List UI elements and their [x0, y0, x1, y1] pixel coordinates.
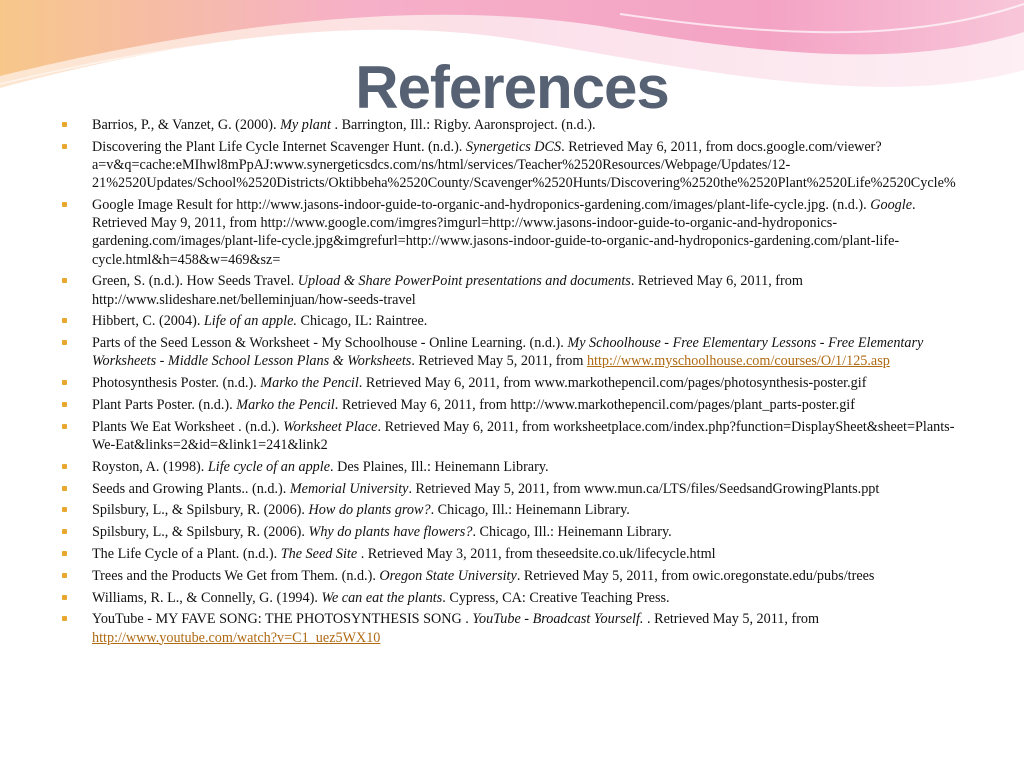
reference-item [62, 334, 962, 370]
reference-item [62, 480, 962, 498]
reference-source-title: How do plants grow? [308, 502, 431, 519]
reference-text: Plants We Eat Worksheet . (n.d.). [92, 418, 284, 435]
bullet-icon [62, 144, 67, 149]
reference-source-title: Google [870, 197, 913, 213]
reference-source-title: My Schoolhouse - Free Elementary Lessons - Free Elementary Worksheets - Middle School Lesson Plans & Worksheets [92, 335, 924, 370]
references-list [62, 116, 962, 650]
reference-text: Photosynthesis Poster. (n.d.). [92, 375, 261, 392]
reference-source-title: Life cycle of an apple [207, 458, 331, 475]
reference-details: . Barrington, Ill.: Rigby. Aaronsproject. (n.d.). [330, 117, 596, 133]
reference-item [62, 501, 962, 519]
bullet-icon [62, 402, 67, 407]
reference-text: Barrios, P., & Vanzet, G. (2000). [92, 117, 281, 133]
reference-text: Green, S. (n.d.). How Seeds Travel. [92, 273, 298, 290]
slide-title: References [355, 54, 669, 121]
reference-text: Parts of the Seed Lesson & Worksheet - My Schoolhouse - Online Learning. (n.d.). [92, 335, 568, 352]
bullet-icon [62, 380, 67, 385]
reference-item [62, 396, 962, 414]
reference-source-title: Oregon State University [379, 567, 517, 584]
bullet-icon [62, 464, 67, 469]
reference-link[interactable]: http://www.myschoolhouse.com/courses/O/1/125.asp [586, 353, 890, 370]
bullet-icon [62, 595, 67, 600]
reference-details: . Retrieved May 5, 2011, from owic.oregonstate.edu/pubs/trees [516, 567, 875, 584]
bullet-icon [62, 202, 67, 207]
reference-source-title: Life of an apple. [203, 313, 297, 330]
reference-details: . Retrieved May 5, 2011, from www.mun.ca/LTS/files/SeedsandGrowingPlants.ppt [408, 480, 880, 497]
reference-text: Spilsbury, L., & Spilsbury, R. (2006). [92, 502, 309, 519]
reference-item [62, 138, 962, 193]
reference-source-title: YouTube - Broadcast Yourself. [472, 611, 644, 628]
bullet-icon [62, 573, 67, 578]
reference-source-title: Memorial University [289, 480, 409, 497]
reference-item [62, 196, 962, 269]
reference-details: . Chicago, Ill.: Heinemann Library. [472, 524, 672, 541]
reference-details: . Retrieved May 3, 2011, from theseedsite.co.uk/lifecycle.html [357, 545, 716, 562]
reference-details: . Retrieved May 6, 2011, from http://www.markothepencil.com/pages/plant_parts-poster.gif [334, 397, 855, 413]
reference-details: Chicago, IL: Raintree. [296, 313, 428, 330]
reference-source-title: Marko the Pencil [236, 397, 335, 413]
reference-details: . Retrieved May 6, 2011, from docs.google.com/viewer?a=v&q=cache:eMIhwl8mPpAJ:www.synergeticsdcs.com/ns/html/services/Teacher%2520Resources/Webpage/Updates/12-21%2520Updates/School%2520Districts/Oktibbeha%2520County/Scavenger%2520Hunts/Discovering%2520the%2520Plant%2520Life%2520Cycle% [92, 138, 956, 192]
bullet-icon [62, 529, 67, 534]
reference-source-title: Synergetics DCS [465, 138, 562, 155]
reference-source-title: Worksheet Place [283, 418, 378, 435]
reference-item [62, 312, 962, 330]
bullet-icon [62, 340, 67, 345]
reference-details: . Cypress, CA: Creative Teaching Press. [442, 589, 670, 606]
reference-source-title: My plant [280, 117, 331, 133]
reference-text: The Life Cycle of a Plant. (n.d.). [92, 545, 281, 562]
reference-details: . Des Plaines, Ill.: Heinemann Library. [330, 458, 549, 475]
reference-text: Williams, R. L., & Connelly, G. (1994). [92, 589, 322, 606]
bullet-icon [62, 486, 67, 491]
reference-source-title: Why do plants have flowers? [308, 524, 473, 541]
reference-details: . Retrieved May 6, 2011, from http://www.slideshare.net/belleminjuan/how-seeds-travel [92, 273, 803, 308]
reference-source-title: We can eat the plants [321, 589, 443, 606]
reference-item [62, 116, 962, 134]
reference-source-title: Marko the Pencil [260, 375, 359, 392]
reference-text: Discovering the Plant Life Cycle Internet Scavenger Hunt. (n.d.). [92, 138, 466, 155]
reference-item [62, 545, 962, 563]
reference-details: . Retrieved May 6, 2011, from www.markothepencil.com/pages/photosynthesis-poster.gif [358, 375, 867, 392]
bullet-icon [62, 616, 67, 621]
reference-text: Plant Parts Poster. (n.d.). [92, 397, 237, 413]
reference-item [62, 589, 962, 607]
reference-details: . Retrieved May 5, 2011, from [643, 611, 820, 628]
bullet-icon [62, 424, 67, 429]
reference-item [62, 610, 962, 646]
reference-link[interactable]: http://www.youtube.com/watch?v=C1_uez5WX10 [92, 629, 381, 646]
reference-details: . Retrieved May 9, 2011, from http://www.google.com/imgres?imgurl=http://www.jasons-indoor-guide-to-organic-and-hydroponics-gardening.com/images/plant-life-cycle.jpg&imgrefurl=http://www.jasons-indoor-guide-to-organic-and-hydroponics-gardening.com/plant-life-cycle.html&h=458&w=469&sz= [92, 197, 916, 268]
reference-text: Google Image Result for http://www.jasons-indoor-guide-to-organic-and-hydroponics-gardening.com/images/plant-life-cycle.jpg. (n.d.). [92, 197, 871, 213]
reference-item [62, 418, 962, 454]
reference-item [62, 272, 962, 308]
reference-details: . Retrieved May 6, 2011, from worksheetplace.com/index.php?function=DisplaySheet&sheet=Plants-We-Eat&links=2&id=&link1=241&link2 [92, 418, 955, 453]
reference-item [62, 523, 962, 541]
reference-text: YouTube - MY FAVE SONG: THE PHOTOSYNTHESIS SONG . [92, 611, 473, 628]
reference-item [62, 458, 962, 476]
bullet-icon [62, 507, 67, 512]
reference-text: Hibbert, C. (2004). [92, 313, 204, 330]
reference-text: Spilsbury, L., & Spilsbury, R. (2006). [92, 524, 309, 541]
bullet-icon [62, 122, 67, 127]
reference-item [62, 374, 962, 392]
reference-source-title: The Seed Site [280, 545, 358, 562]
reference-text: Seeds and Growing Plants.. (n.d.). [92, 480, 290, 497]
reference-item [62, 567, 962, 585]
bullet-icon [62, 278, 67, 283]
bullet-icon [62, 551, 67, 556]
bullet-icon [62, 318, 67, 323]
reference-text: Trees and the Products We Get from Them. (n.d.). [92, 567, 380, 584]
reference-details: . Chicago, Ill.: Heinemann Library. [430, 502, 630, 519]
reference-text: Royston, A. (1998). [92, 458, 208, 475]
reference-details: . Retrieved May 5, 2011, from [411, 353, 587, 370]
reference-source-title: Upload & Share PowerPoint presentations and documents [297, 273, 631, 290]
